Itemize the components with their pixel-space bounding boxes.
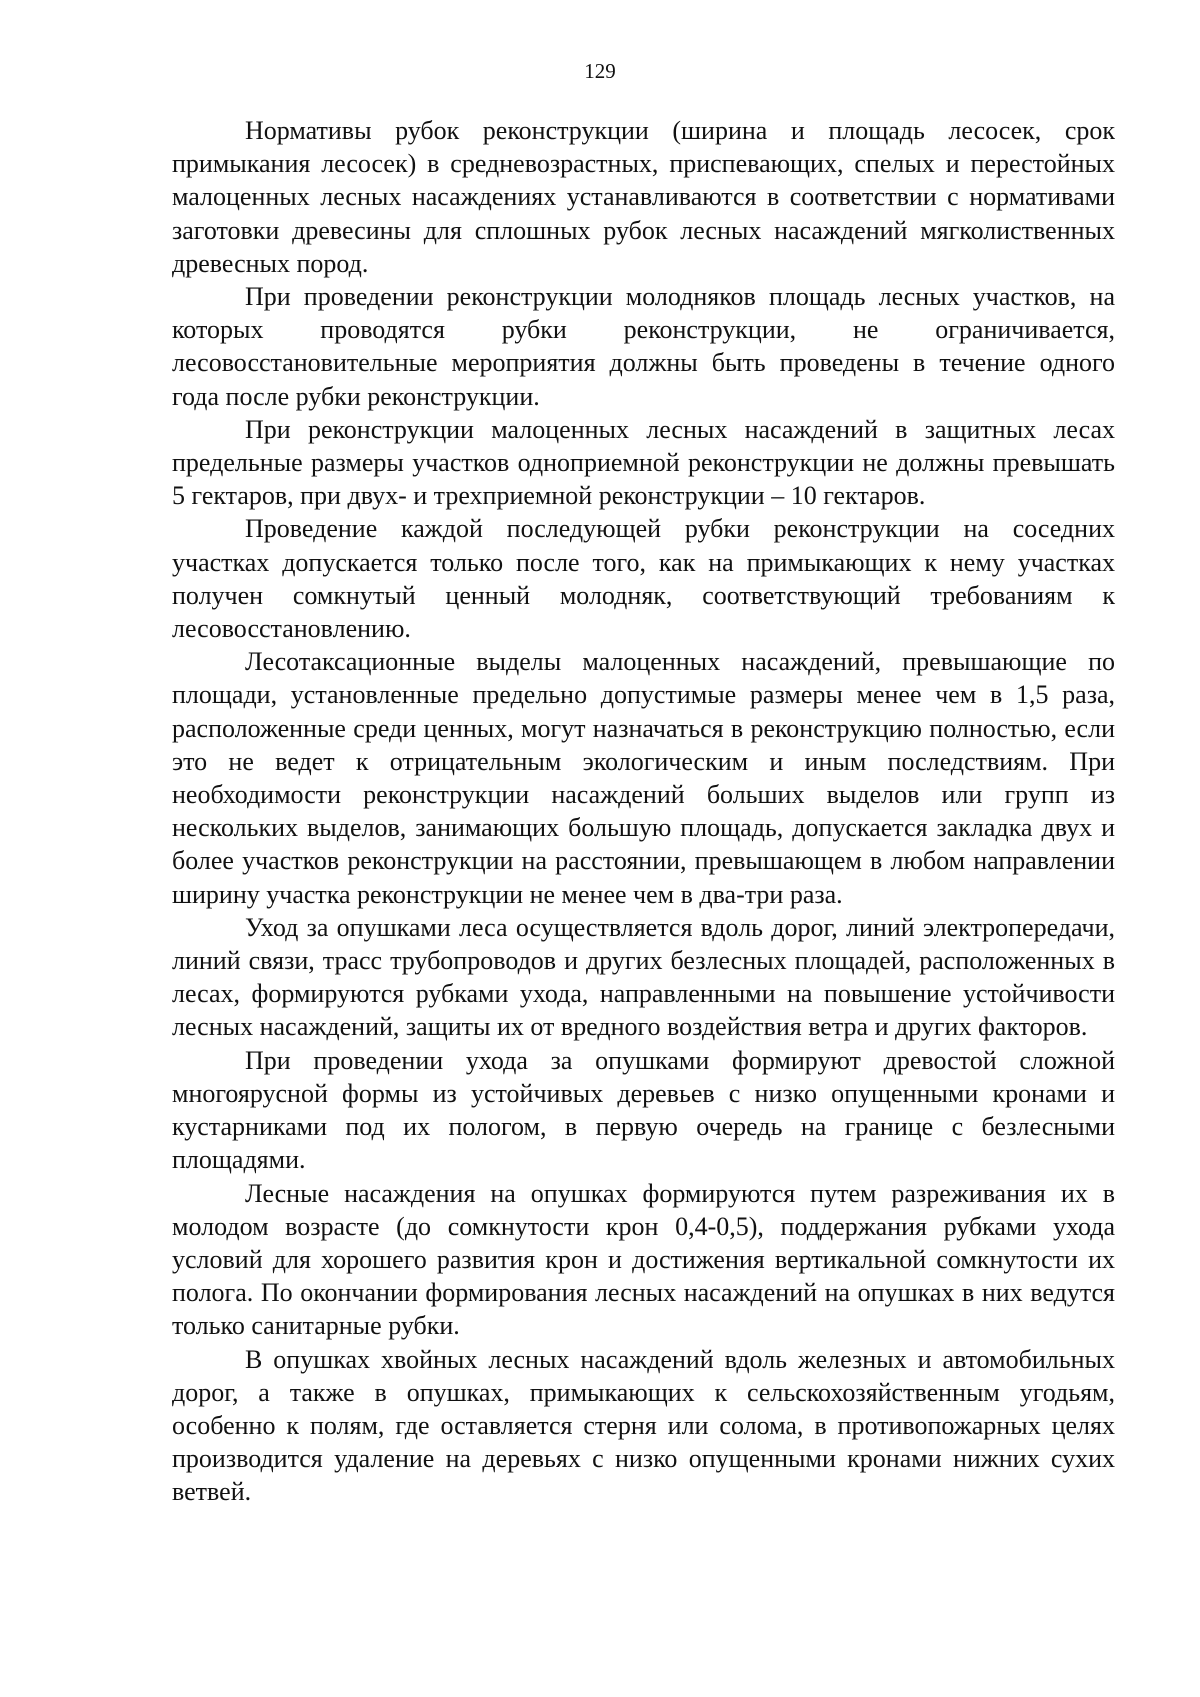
paragraph: Лесотаксационные выделы малоценных насаждений, превышающие по площади, установленные предельно допустимые размеры менее чем в 1,5 раза, расположенные среди ценных, могут назначаться в реконструкцию полностью, если это не ведет к отрицательным экологическим и иным последствиям. При необходимости реконструкции насаждений больших выделов или групп из нескольких выделов, занимающих большую площадь, допускается закладка двух и более участков реконструкции на расстоянии, превышающем в любом направлении ширину участка реконструкции не менее чем в два-три раза.: [172, 647, 1115, 909]
page-number: 129: [584, 59, 616, 83]
body-text: [172, 114, 1115, 1509]
paragraph: Лесные насаждения на опушках формируются путем разреживания их в молодом возрасте (до сомкнутости крон 0,4-0,5), поддержания рубками ухода условий для хорошего развития крон и достижения вертикальной сомкнутости их полога. По окончании формирования лесных насаждений на опушках в них ведутся только санитарные рубки.: [172, 1178, 1115, 1341]
paragraph: В опушках хвойных лесных насаждений вдоль железных и автомобильных дорог, а также в опушках, примыкающих к сельскохозяйственным угодьям, особенно к полям, где оставляется стерня или солома, в противопожарных целях производится удаление на деревьях с низко опущенными кронами нижних сухих ветвей.: [172, 1344, 1115, 1507]
paragraph: При проведении реконструкции молодняков площадь лесных участков, на которых проводятся рубки реконструкции, не ограничивается, лесовосстановительные мероприятия должны быть проведены в течение одного года после рубки реконструкции.: [172, 282, 1115, 411]
paragraph: Уход за опушками леса осуществляется вдоль дорог, линий электропередачи, линий связи, трасс трубопроводов и других безлесных площадей, расположенных в лесах, формируются рубками ухода, направленными на повышение устойчивости лесных насаждений, защиты их от вредного воздействия ветра и других факторов.: [172, 912, 1115, 1042]
paragraph: При реконструкции малоценных лесных насаждений в защитных лесах предельные размеры участков одноприемной реконструкции не должны превышать 5 гектаров, при двух- и трехприемной реконструкции – 10 гектаров.: [172, 414, 1115, 511]
paragraph: Проведение каждой последующей рубки реконструкции на соседних участках допускается только после того, как на примыкающих к нему участках получен сомкнутый ценный молодняк, соответствующий требованиям к лесовосстановлению.: [172, 514, 1115, 644]
paragraph: Нормативы рубок реконструкции (ширина и площадь лесосек, срок примыкания лесосек) в средневозрастных, приспевающих, спелых и перестойных малоценных лесных насаждениях устанавливаются в соответствии с нормативами заготовки древесины для сплошных рубок лесных насаждений мягколиственных древесных пород.: [172, 116, 1115, 278]
paragraph: При проведении ухода за опушками формируют древостой сложной многоярусной формы из устойчивых деревьев с низко опущенными кронами и кустарниками под их пологом, в первую очередь на границе с безлесными площадями.: [172, 1045, 1115, 1175]
